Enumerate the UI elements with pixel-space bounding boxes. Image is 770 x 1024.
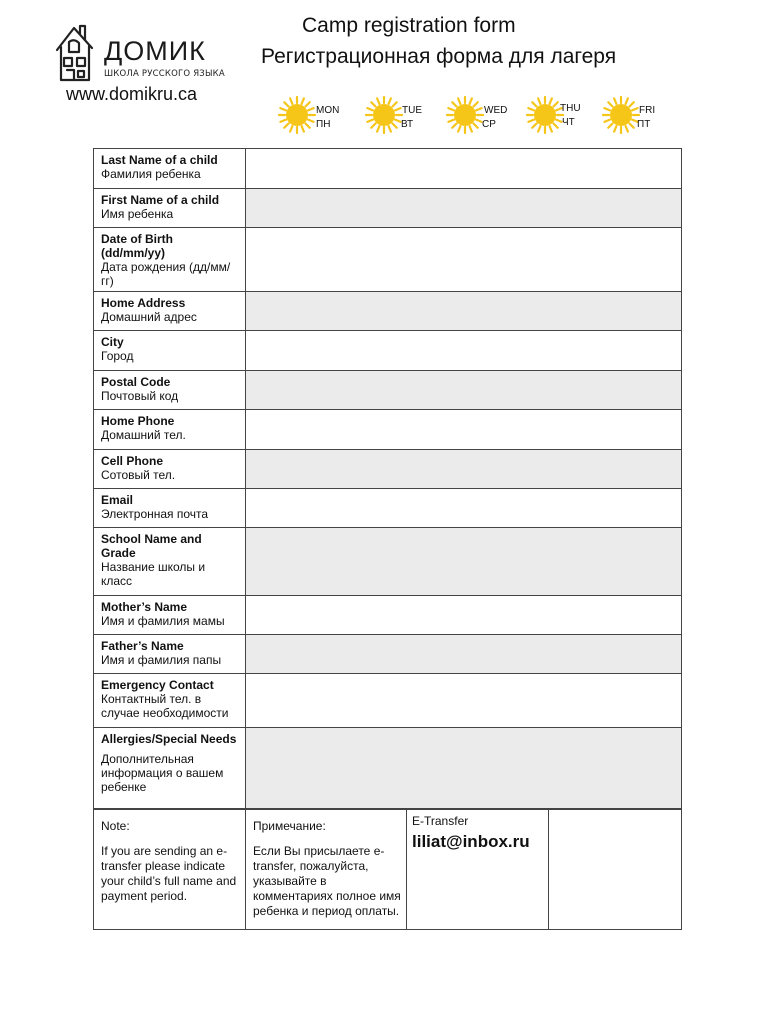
form-row-date-of-birth	[94, 228, 682, 292]
label-en: City	[101, 335, 124, 349]
school-input[interactable]	[246, 528, 682, 596]
day-label-en: MON	[316, 105, 340, 116]
logo-subtitle: ШКОЛА РУССКОГО ЯЗЫКА	[104, 69, 225, 79]
title-english: Camp registration form	[302, 14, 516, 37]
form-row-mother-name	[94, 596, 682, 635]
label-ru: Домашний адрес	[101, 310, 197, 324]
label-en: Emergency Contact	[101, 678, 214, 692]
day-label-ru: ПТ	[637, 119, 651, 130]
camp-days-row	[0, 96, 770, 140]
field-label	[94, 228, 246, 292]
payment-note-table	[93, 809, 682, 930]
label-ru: Имя ребенка	[101, 207, 174, 221]
label-ru: Контактный тел. в случае необходимости	[101, 692, 229, 720]
note-english	[94, 810, 246, 930]
note-ru-text: Если Вы присылаете e-transfer, пожалуйста, указывайте в комментариях полное имя ребенка и период оплаты.	[253, 844, 401, 918]
label-ru: Дата рождения (дд/мм/гг)	[101, 260, 231, 288]
form-row-school	[94, 528, 682, 596]
day-fri	[602, 96, 682, 136]
emergency-contact-input[interactable]	[246, 674, 682, 728]
field-label	[94, 371, 246, 410]
note-ru-heading: Примечание:	[253, 819, 326, 833]
field-label	[94, 596, 246, 635]
day-tue	[365, 96, 445, 136]
label-ru: Имя и фамилия мамы	[101, 614, 225, 628]
etransfer-email[interactable]: liliat@inbox.ru	[412, 832, 530, 851]
label-ru: Электронная почта	[101, 507, 209, 521]
empty-cell	[549, 810, 682, 930]
first-name-input[interactable]	[246, 189, 682, 228]
mother-name-input[interactable]	[246, 596, 682, 635]
label-en: Date of Birth (dd/mm/yy)	[101, 232, 173, 260]
home-address-input[interactable]	[246, 292, 682, 331]
form-row-email	[94, 489, 682, 528]
last-name-input[interactable]	[246, 149, 682, 189]
form-row-city	[94, 331, 682, 371]
label-ru: Имя и фамилия папы	[101, 653, 222, 667]
form-row-last-name	[94, 149, 682, 189]
form-row-father-name	[94, 635, 682, 674]
label-ru: Почтовый код	[101, 389, 179, 403]
field-label	[94, 331, 246, 371]
label-ru: Сотовый тел.	[101, 468, 176, 482]
field-label	[94, 728, 246, 809]
label-en: Cell Phone	[101, 454, 164, 468]
field-label	[94, 189, 246, 228]
note-russian	[246, 810, 407, 930]
label-en: Home Address	[101, 296, 186, 310]
sun-icon	[602, 96, 640, 134]
form-row-cell-phone	[94, 450, 682, 489]
etransfer-label: E-Transfer	[412, 814, 469, 828]
field-label	[94, 292, 246, 331]
form-row-first-name	[94, 189, 682, 228]
day-mon	[278, 96, 358, 136]
label-en: Last Name of a child	[101, 153, 218, 167]
form-row-allergies	[94, 728, 682, 809]
field-label	[94, 410, 246, 450]
day-label-en: TUE	[402, 105, 422, 116]
registration-form-table	[93, 148, 682, 809]
label-en: Father’s Name	[101, 639, 184, 653]
day-label-en: FRI	[639, 105, 656, 116]
label-en: Home Phone	[101, 414, 175, 428]
website-link[interactable]: www.domikru.ca	[66, 84, 198, 104]
city-input[interactable]	[246, 331, 682, 371]
label-ru: Город	[101, 349, 134, 363]
field-label	[94, 450, 246, 489]
cell-phone-input[interactable]	[246, 450, 682, 489]
form-row-home-address	[94, 292, 682, 331]
sun-icon	[526, 96, 564, 134]
label-ru: Фамилия ребенка	[101, 167, 201, 181]
day-label-en: WED	[484, 105, 508, 116]
label-en: First Name of a child	[101, 193, 220, 207]
note-en-heading: Note:	[101, 819, 130, 833]
form-row-postal-code	[94, 371, 682, 410]
day-label-ru: ПН	[316, 119, 331, 130]
label-ru: Дополнительная информация о вашем ребенке	[101, 752, 224, 794]
sun-icon	[278, 96, 316, 134]
field-label	[94, 635, 246, 674]
note-en-text: If you are sending an e-transfer please indicate your child’s full name and payment period.	[101, 844, 237, 903]
day-label-en: THU	[560, 103, 581, 114]
day-label-ru: ЧТ	[562, 117, 575, 128]
sun-icon	[446, 96, 484, 134]
label-en: Email	[101, 493, 134, 507]
form-row-home-phone	[94, 410, 682, 450]
label-en: Postal Code	[101, 375, 171, 389]
allergies-input[interactable]	[246, 728, 682, 809]
form-row-emergency-contact	[94, 674, 682, 728]
date-of-birth-input[interactable]	[246, 228, 682, 292]
etransfer-info	[407, 810, 549, 930]
label-en: Allergies/Special Needs	[101, 732, 237, 746]
field-label	[94, 674, 246, 728]
label-ru: Домашний тел.	[101, 428, 186, 442]
label-en: School Name and Grade	[101, 532, 202, 560]
field-label	[94, 149, 246, 189]
sun-icon	[365, 96, 403, 134]
field-label	[94, 528, 246, 596]
day-label-ru: СР	[482, 119, 496, 130]
house-logo-icon	[52, 22, 98, 84]
father-name-input[interactable]	[246, 635, 682, 674]
email-input[interactable]	[246, 489, 682, 528]
home-phone-input[interactable]	[246, 410, 682, 450]
day-wed	[446, 96, 526, 136]
day-thu	[526, 96, 606, 136]
label-ru: Название школы и класс	[101, 560, 206, 588]
label-en: Mother’s Name	[101, 600, 188, 614]
field-label	[94, 489, 246, 528]
postal-code-input[interactable]	[246, 371, 682, 410]
day-label-ru: ВТ	[401, 119, 414, 130]
logo-title: ДОМИК	[104, 36, 206, 66]
title-russian: Регистрационная форма для лагеря	[261, 45, 617, 68]
